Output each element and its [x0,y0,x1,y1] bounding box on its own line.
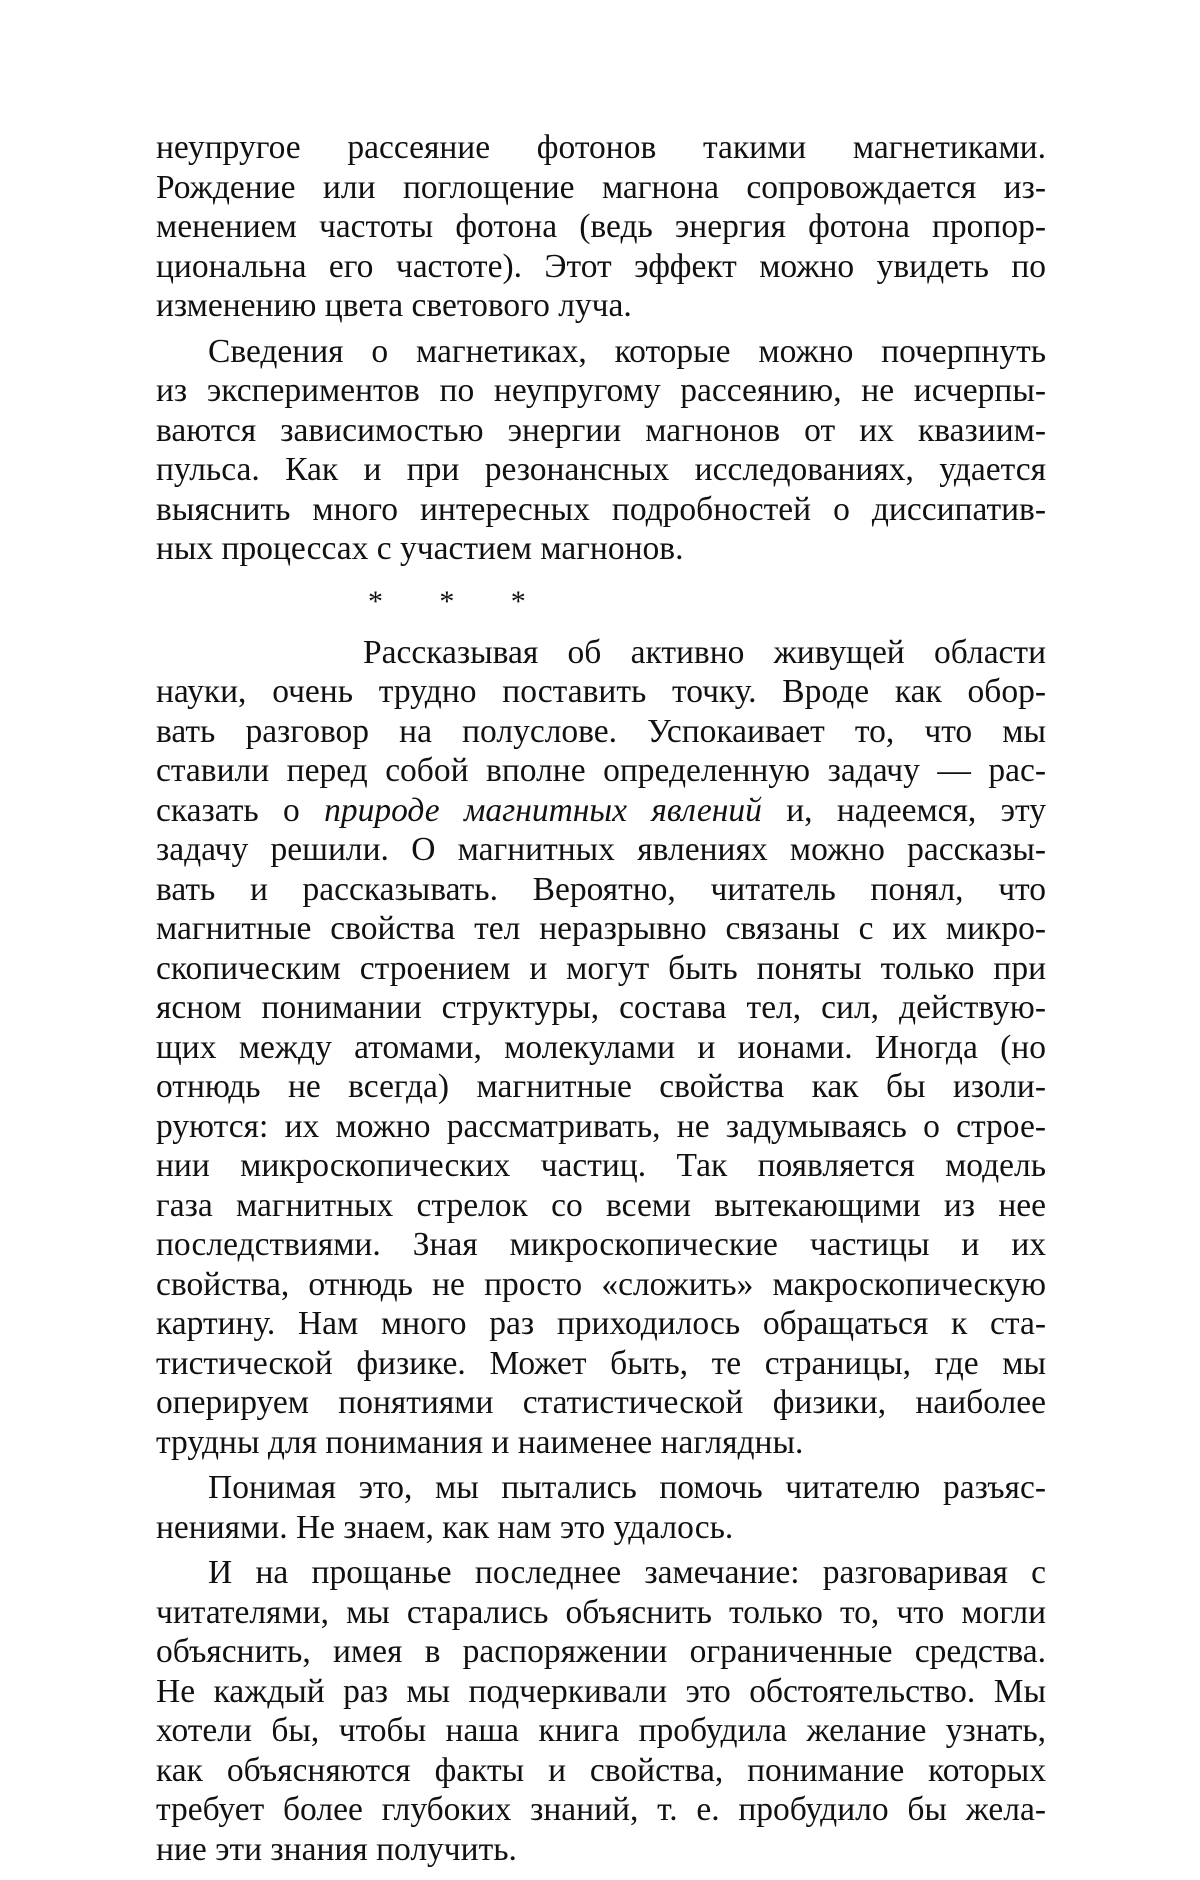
text-line: пульса. Как и при резонансных исследованиях, удается [156,451,1046,488]
text-line: последствиями. Зная микроскопические частицы и их [156,1226,1046,1263]
text-line: из экспериментов по неупругому рассеянию, не исчерпы- [156,372,1046,409]
text-line: отнюдь не всегда) магнитные свойства как бы изоли- [156,1068,1046,1105]
text-line: науки, очень трудно поставить точку. Вроде как обор- [156,673,1046,710]
asterisk: * [439,584,457,618]
text-line: вать разговор на полуслове. Успокаивает то, что мы [156,712,1046,750]
paragraph-understanding [156,1468,1046,1547]
text-line: Сведения о магнетиках, которые можно почерпнуть [208,332,1046,370]
text-line: вать и рассказывать. Вероятно, читатель понял, что [156,870,1046,908]
text-line: магнитные свойства тел неразрывно связаны с их микро- [156,910,1046,947]
text-line: задачу решили. О магнитных явлениях можно рассказы- [156,831,1046,868]
text-line: читателями, мы старались объяснить только то, что могли [156,1593,1046,1631]
text-line: изменению цвета светового луча. [156,287,632,324]
asterisk: * [510,584,528,618]
text-line: объяснить, имея в распоряжении ограниченные средства. [156,1633,1046,1670]
text-line: И на прощанье последнее замечание: разговаривая с [208,1554,1046,1591]
text-line: Рассказывая об активно живущей области [363,633,1046,671]
text-line: щих между атомами, молекулами и ионами. Иногда (но [156,1028,1046,1066]
book-page [156,128,1046,1869]
paragraph-farewell [156,1553,1046,1869]
text-line: скопическим строением и могут быть поняты только при [156,949,1046,987]
text-line: нии микроскопических частиц. Так появляется модель [156,1147,1046,1184]
text-line: тистической физике. Может быть, те страницы, где мы [156,1344,1046,1382]
paragraph-conclusion [156,633,1046,1463]
emphasized-phrase: природе магнитных явлений [324,791,762,829]
text-line [156,791,1046,831]
text-line: неупругое рассеяние фотонов такими магнетиками. [156,129,1046,166]
text-segment: сказать о [156,791,325,829]
text-line: циональна его частоте). Этот эффект можно увидеть по [156,247,1046,285]
section-separator [156,569,1046,633]
text-line: требует более глубоких знаний, т. е. пробудило бы жела- [156,1791,1046,1828]
text-line: трудны для понимания и наименее наглядны. [156,1423,804,1461]
text-line: оперируем понятиями статистической физики, наиболее [156,1384,1046,1421]
text-line: картину. Нам много раз приходилось обращаться к ста- [156,1305,1046,1342]
text-line: Рождение или поглощение магнона сопровождается из- [156,168,1046,206]
text-line: ставили перед собой вполне определенную задачу — рас- [156,752,1046,789]
text-line: нениями. Не знаем, как нам это удалось. [156,1508,734,1546]
text-line: газа магнитных стрелок со всеми вытекающими из нее [156,1186,1046,1224]
text-line: хотели бы, чтобы наша книга пробудила желание узнать, [156,1712,1046,1749]
text-line: руются: их можно рассматривать, не задумываясь о строе- [156,1107,1046,1145]
text-line: Не каждый раз мы подчеркивали это обстоятельство. Мы [156,1672,1046,1710]
text-line: ясном понимании структуры, состава тел, сил, действую- [156,989,1046,1026]
text-line: Понимая это, мы пытались помочь читателю разъяс- [208,1469,1046,1506]
paragraph-magnet-information [156,332,1046,569]
text-line: ных процессах с участием магнонов. [156,530,684,567]
text-segment: и, надеемся, эту [761,791,1046,829]
text-line: ваются зависимостью энергии магнонов от их квазиим- [156,411,1046,449]
text-line: ние эти знания получить. [156,1830,517,1868]
asterisk: * [368,584,385,618]
text-line: свойства, отнюдь не просто «сложить» макроскопическую [156,1265,1046,1303]
text-line: выяснить много интересных подробностей о диссипатив- [156,490,1046,528]
text-line: как объясняются факты и свойства, понимание которых [156,1751,1046,1789]
text-line: менением частоты фотона (ведь энергия фотона пропор- [156,208,1046,245]
paragraph-inelastic-scattering [156,128,1046,326]
